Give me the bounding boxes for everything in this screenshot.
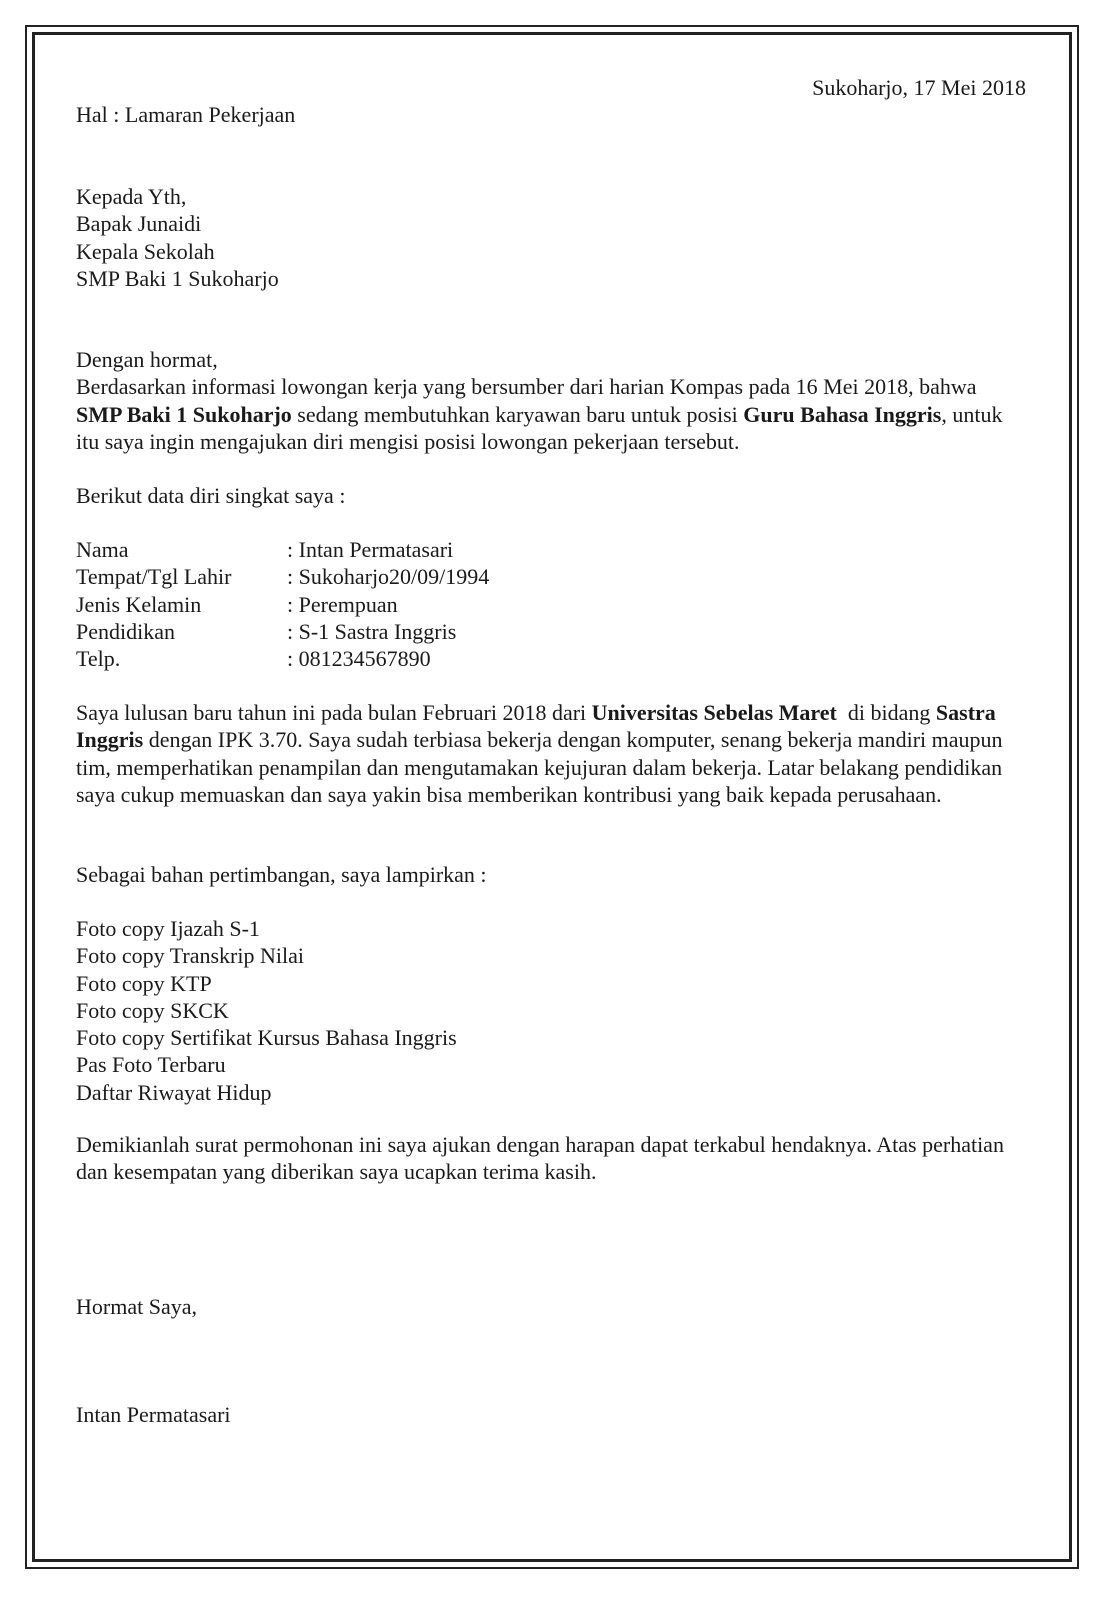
attachment-item: Foto copy Ijazah S-1 — [76, 916, 260, 941]
bio-label: Telp. — [76, 646, 121, 672]
signature-name-text: Intan Permatasari — [76, 1402, 231, 1427]
position-name: Guru Bahasa Inggris — [743, 401, 942, 427]
recipient-block — [76, 183, 1026, 292]
recipient-line: SMP Baki 1 Sukoharjo — [76, 265, 279, 291]
opening-block — [76, 346, 1026, 455]
bio-label: Pendidikan — [76, 618, 175, 644]
attachment-item: Daftar Riwayat Hidup — [76, 1079, 272, 1105]
attachments-list — [76, 915, 1026, 1106]
bio-row — [76, 563, 1026, 590]
attachments-intro — [76, 861, 1026, 888]
recipient-line: Bapak Junaidi — [76, 211, 202, 237]
attachment-item: Foto copy Transkrip Nilai — [76, 943, 304, 969]
bio-row — [76, 536, 1026, 563]
intro-text: Berdasarkan informasi lowongan kerja yang bersumber dari harian Kompas pada 16 Mei 2018, bahwa — [76, 374, 977, 400]
education-text: dengan IPK 3.70. Saya sudah terbiasa bekerja dengan komputer, senang bekerja mandiri maupun tim, memperhatikan penampilan dan mengutamakan kejujuran dalam bekerja. Latar belakang pendidikan saya cukup memuaskan dan saya yakin bisa memberikan kontribusi yang baik kepada perusahaan. — [76, 727, 1003, 807]
bio-value: : Intan Permatasari — [287, 537, 454, 562]
bio-row — [76, 645, 1026, 672]
bio-intro — [76, 482, 1026, 509]
bio-value: : 081234567890 — [287, 646, 431, 672]
attachment-item: Pas Foto Terbaru — [76, 1052, 226, 1078]
bio-row — [76, 591, 1026, 618]
bio-label: Tempat/Tgl Lahir — [76, 564, 232, 590]
letter-date: Sukoharjo, 17 Mei 2018 — [812, 75, 1026, 100]
recipient-line: Kepada Yth, — [76, 184, 187, 209]
university-name: Universitas Sebelas Maret — [591, 700, 837, 725]
bio-value: : Sukoharjo20/09/1994 — [287, 564, 490, 590]
bio-table — [76, 536, 1026, 672]
bio-label: Nama — [76, 537, 129, 562]
signature-name — [76, 1401, 1026, 1428]
sign-off-text: Hormat Saya, — [76, 1294, 197, 1319]
closing-paragraph — [76, 1131, 1026, 1186]
letter-subject: Hal : Lamaran Pekerjaan — [76, 102, 296, 127]
bio-row — [76, 618, 1026, 645]
bio-label: Jenis Kelamin — [76, 591, 202, 617]
bio-intro-text: Berikut data diri singkat saya : — [76, 483, 346, 508]
attachment-item: Foto copy KTP — [76, 970, 212, 996]
major-name: Sastra Inggris — [76, 700, 996, 753]
education-text: Saya lulusan baru tahun ini pada bulan Februari 2018 dari — [76, 700, 592, 725]
attachment-item: Foto copy SKCK — [76, 997, 229, 1023]
attachments-intro-text: Sebagai bahan pertimbangan, saya lampirkan : — [76, 862, 487, 887]
attachment-item: Foto copy Sertifikat Kursus Bahasa Inggris — [76, 1025, 457, 1051]
sign-off — [76, 1293, 1026, 1320]
education-paragraph — [76, 699, 1026, 808]
intro-text: , untuk itu saya ingin mengajukan diri mengisi posisi lowongan pekerjaan tersebut. — [76, 401, 1003, 454]
intro-paragraph — [76, 373, 1026, 455]
recipient-line: Kepala Sekolah — [76, 238, 215, 264]
education-text: di bidang — [836, 700, 936, 725]
greeting: Dengan hormat, — [76, 347, 218, 372]
school-name: SMP Baki 1 Sukoharjo — [76, 401, 292, 427]
bio-value: : Perempuan — [287, 591, 398, 617]
education-text-wrap — [76, 699, 1026, 808]
intro-text: sedang membutuhkan karyawan baru untuk posisi — [291, 401, 744, 427]
closing-text: Demikianlah surat permohonan ini saya ajukan dengan harapan dapat terkabul hendaknya. Atas perhatian dan kesempatan yang diberikan saya ucapkan terima kasih. — [76, 1132, 1004, 1185]
bio-value: : S-1 Sastra Inggris — [287, 618, 457, 644]
